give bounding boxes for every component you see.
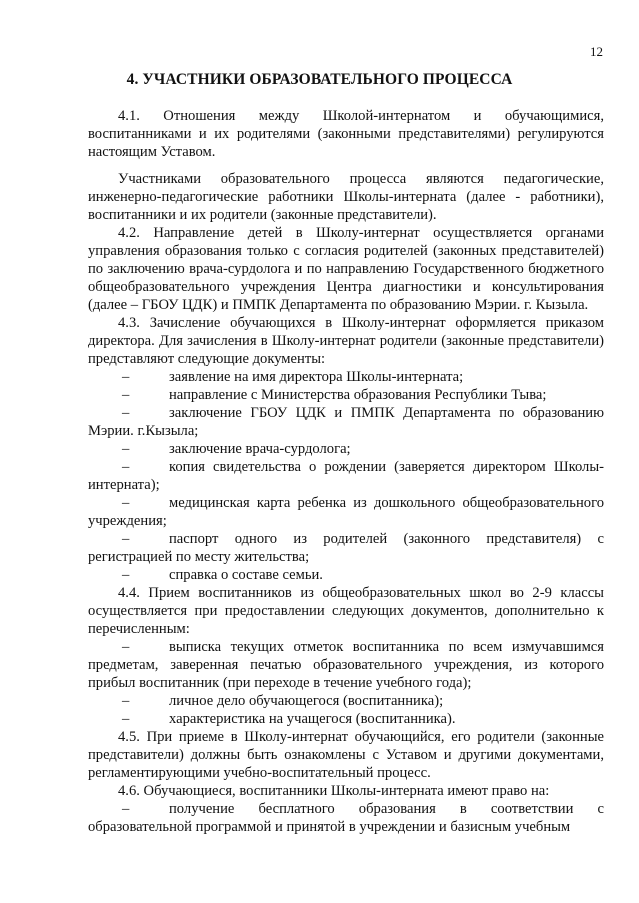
list-item [88,530,604,566]
list-item-text: справка о составе семьи. [169,567,323,583]
list-item [88,800,604,836]
list-item-text: направление с Министерства образования Республики Тыва; [169,387,547,403]
paragraph-4-6: 4.6. Обучающиеся, воспитанники Школы-интерната имеют право на: [118,783,550,799]
list-item [88,494,604,530]
list-dash: – [122,711,130,727]
list-item [88,368,604,386]
paragraph-4-4: 4.4. Прием воспитанников из общеобразовательных школ во 2-9 классы осуществляется при предоставлении следующих документов, дополнительно к перечисленным: [88,585,604,637]
list-item [88,386,604,404]
list-item-text: паспорт одного из родителей (законного представителя) с регистрацией по месту жительства; [88,531,604,565]
list-dash: – [122,639,130,655]
list-dash: – [122,405,130,421]
list-item [88,710,604,728]
list-item [88,638,604,692]
document-body [88,107,604,836]
list-item-text: личное дело обучающегося (воспитанника); [169,693,444,709]
list-dash: – [122,531,130,547]
list-item-text: заключение ГБОУ ЦДК и ПМПК Департамента по образованию Мэрии. г.Кызыла; [88,405,604,439]
list-item [88,566,604,584]
list-item-text: заявление на имя директора Школы-интерната; [169,369,464,385]
list-dash: – [122,801,130,817]
list-dash: – [122,693,130,709]
paragraph-4-3: 4.3. Зачисление обучающихся в Школу-интернат оформляется приказом директора. Для зачисления в Школу-интернат родители (законные представители) представляют следующие документы: [88,315,604,367]
list-dash: – [122,459,130,475]
list-item-text: заключение врача-сурдолога; [169,441,351,457]
list-dash: – [122,567,130,583]
paragraph-participants: Участниками образовательного процесса являются педагогические, инженерно-педагогические работники Школы-интерната (далее - работники), воспитанники и их родители (законные представители). [88,171,604,223]
list-item [88,458,604,494]
list-item-text: выписка текущих отметок воспитанника по всем измучавшимся предметам, заверенная печатью образовательного учреждения, из которого прибыл воспитанник (при переходе в течение учебного года); [88,639,604,691]
section-heading: 4. УЧАСТНИКИ ОБРАЗОВАТЕЛЬНОГО ПРОЦЕССА [126,71,513,88]
paragraph-4-2: 4.2. Направление детей в Школу-интернат осуществляется органами управления образования только с согласия родителей (законных представителей) по заключению врача-сурдолога и по направлению Государственного бюджетного общеобразовательного учреждения Центра диагностики и консультирования (далее – ГБОУ ЦДК) и ПМПК Департамента по образованию Мэрии. г. Кызыла. [88,225,604,313]
page-number: 12 [590,44,603,59]
list-item-text: характеристика на учащегося (воспитанника). [169,711,456,727]
list-item [88,404,604,440]
paragraph-4-1: 4.1. Отношения между Школой-интернатом и обучающимися, воспитанниками и их родителями (законными представителями) регулируются настоящим Уставом. [88,108,604,160]
list-item-text: копия свидетельства о рождении (заверяется директором Школы-интерната); [88,459,604,493]
list-dash: – [122,441,130,457]
list-dash: – [122,369,130,385]
list-dash: – [122,495,130,511]
list-item-text: медицинская карта ребенка из дошкольного общеобразовательного учреждения; [88,495,604,529]
list-item [88,692,604,710]
list-item [88,440,604,458]
paragraph-4-5: 4.5. При приеме в Школу-интернат обучающийся, его родители (законные представители) должны быть ознакомлены с Уставом и другими документами, регламентирующими учебно-воспитательный процесс. [88,729,604,781]
list-dash: – [122,387,130,403]
list-item-text: получение бесплатного образования в соответствии с образовательной программой и принятой в учреждении и базисным учебным [88,801,604,835]
